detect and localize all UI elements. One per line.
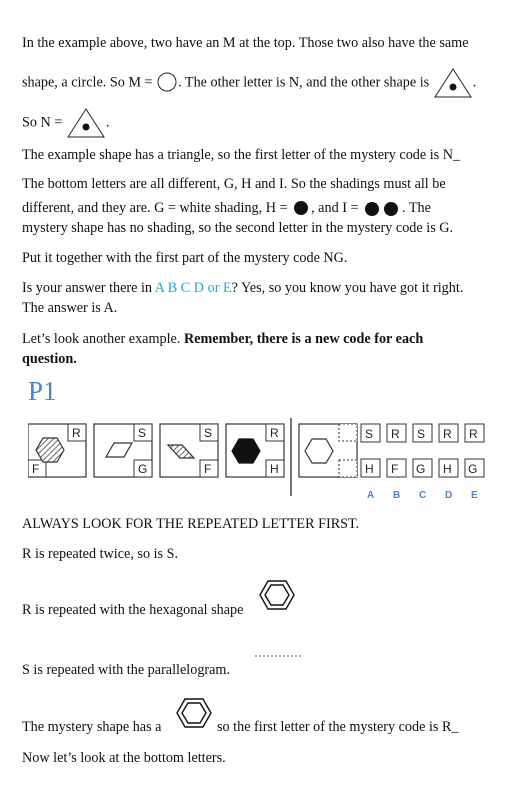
option-e[interactable] [465, 424, 484, 501]
option-label: B [393, 490, 401, 501]
text-span: . [105, 114, 110, 131]
example-cell [226, 424, 284, 477]
option-bottom-letter: F [391, 462, 399, 476]
option-bottom-letter: H [443, 462, 452, 476]
black-dot-icon [291, 200, 311, 218]
top-letter: S [138, 426, 147, 440]
option-label: D [445, 490, 453, 501]
text-span: . The [402, 200, 431, 216]
option-top-letter: R [443, 427, 452, 441]
puzzle-title: P1 [28, 376, 57, 406]
option-bottom-letter: G [416, 462, 426, 476]
bold-text: Remember, there is a new code for each [183, 331, 424, 347]
text-span: The mystery shape has a [22, 719, 162, 735]
example-cell [28, 424, 86, 477]
bottom-letter: F [32, 462, 40, 476]
bottom-letter: F [204, 462, 212, 476]
answer-options [361, 424, 484, 501]
option-top-letter: S [417, 427, 426, 441]
text-line: In the example above, two have an M at the top. Those two also have the same [22, 35, 469, 51]
text-line [22, 718, 161, 736]
option-label: E [471, 490, 478, 501]
text-line: The answer is A. [22, 300, 118, 316]
top-letter: S [204, 426, 213, 440]
bottom-letter: G [138, 462, 148, 476]
text-line: The bottom letters are all different, G, H and I. So the shadings must all be [22, 176, 446, 192]
text-line [22, 106, 109, 140]
text-span: Is your answer there in [22, 280, 153, 296]
option-bottom-letter: G [468, 462, 478, 476]
options-text: A B C D or E [154, 280, 232, 296]
option-a[interactable] [361, 424, 380, 501]
text-span: . [472, 74, 477, 91]
text-line: question. [22, 351, 77, 367]
text-span: different, and they are. G = white shading, H = [22, 200, 288, 216]
hexagon-icon [257, 578, 297, 612]
text-line: R is repeated twice, so is S. [22, 546, 179, 562]
text-span: , and I = [311, 200, 359, 216]
black-dot-icon [362, 200, 402, 218]
text-line [22, 279, 463, 297]
hexagon-icon [174, 696, 214, 730]
text-span: shape, a circle. So M = [22, 74, 153, 91]
test-cell [299, 424, 357, 477]
example-cell [160, 424, 218, 477]
circle-icon [156, 72, 178, 94]
text-line: R is repeated with the hexagonal shape [22, 602, 244, 618]
text-line: The example shape has a triangle, so the first letter of the mystery code is N_ [22, 147, 461, 163]
option-c[interactable] [413, 424, 432, 501]
triangle-dot-icon [433, 66, 473, 100]
text-span: Let’s look another example. [22, 331, 181, 347]
top-letter: R [72, 426, 81, 440]
text-span: . The other letter is N, and the other shape is [178, 74, 430, 91]
text-line: Put it together with the first part of the mystery code NG. [22, 250, 348, 266]
text-line [22, 66, 476, 100]
text-line: ALWAYS LOOK FOR THE REPEATED LETTER FIRST. [22, 516, 360, 532]
bottom-letter: H [270, 462, 279, 476]
text-span: So N = [22, 114, 63, 131]
option-d[interactable] [439, 424, 458, 501]
text-line [22, 199, 431, 218]
text-line: Now let’s look at the bottom letters. [22, 750, 226, 766]
option-label: C [419, 490, 427, 501]
text-line: so the first letter of the mystery code is R_ [217, 719, 459, 735]
option-label: A [367, 490, 375, 501]
option-top-letter: R [469, 427, 478, 441]
option-b[interactable] [387, 424, 406, 501]
example-cell [94, 424, 152, 477]
top-letter: R [270, 426, 279, 440]
text-span: ? Yes, so you know you have got it right. [231, 280, 464, 296]
dotted-line [255, 654, 301, 658]
triangle-dot-icon [66, 106, 106, 140]
option-top-letter: S [365, 427, 374, 441]
text-line: S is repeated with the parallelogram. [22, 662, 231, 678]
option-top-letter: R [391, 427, 400, 441]
text-line [22, 330, 423, 348]
puzzle-figure [28, 418, 498, 506]
text-line: mystery shape has no shading, so the second letter in the mystery code is G. [22, 220, 454, 236]
option-bottom-letter: H [365, 462, 374, 476]
